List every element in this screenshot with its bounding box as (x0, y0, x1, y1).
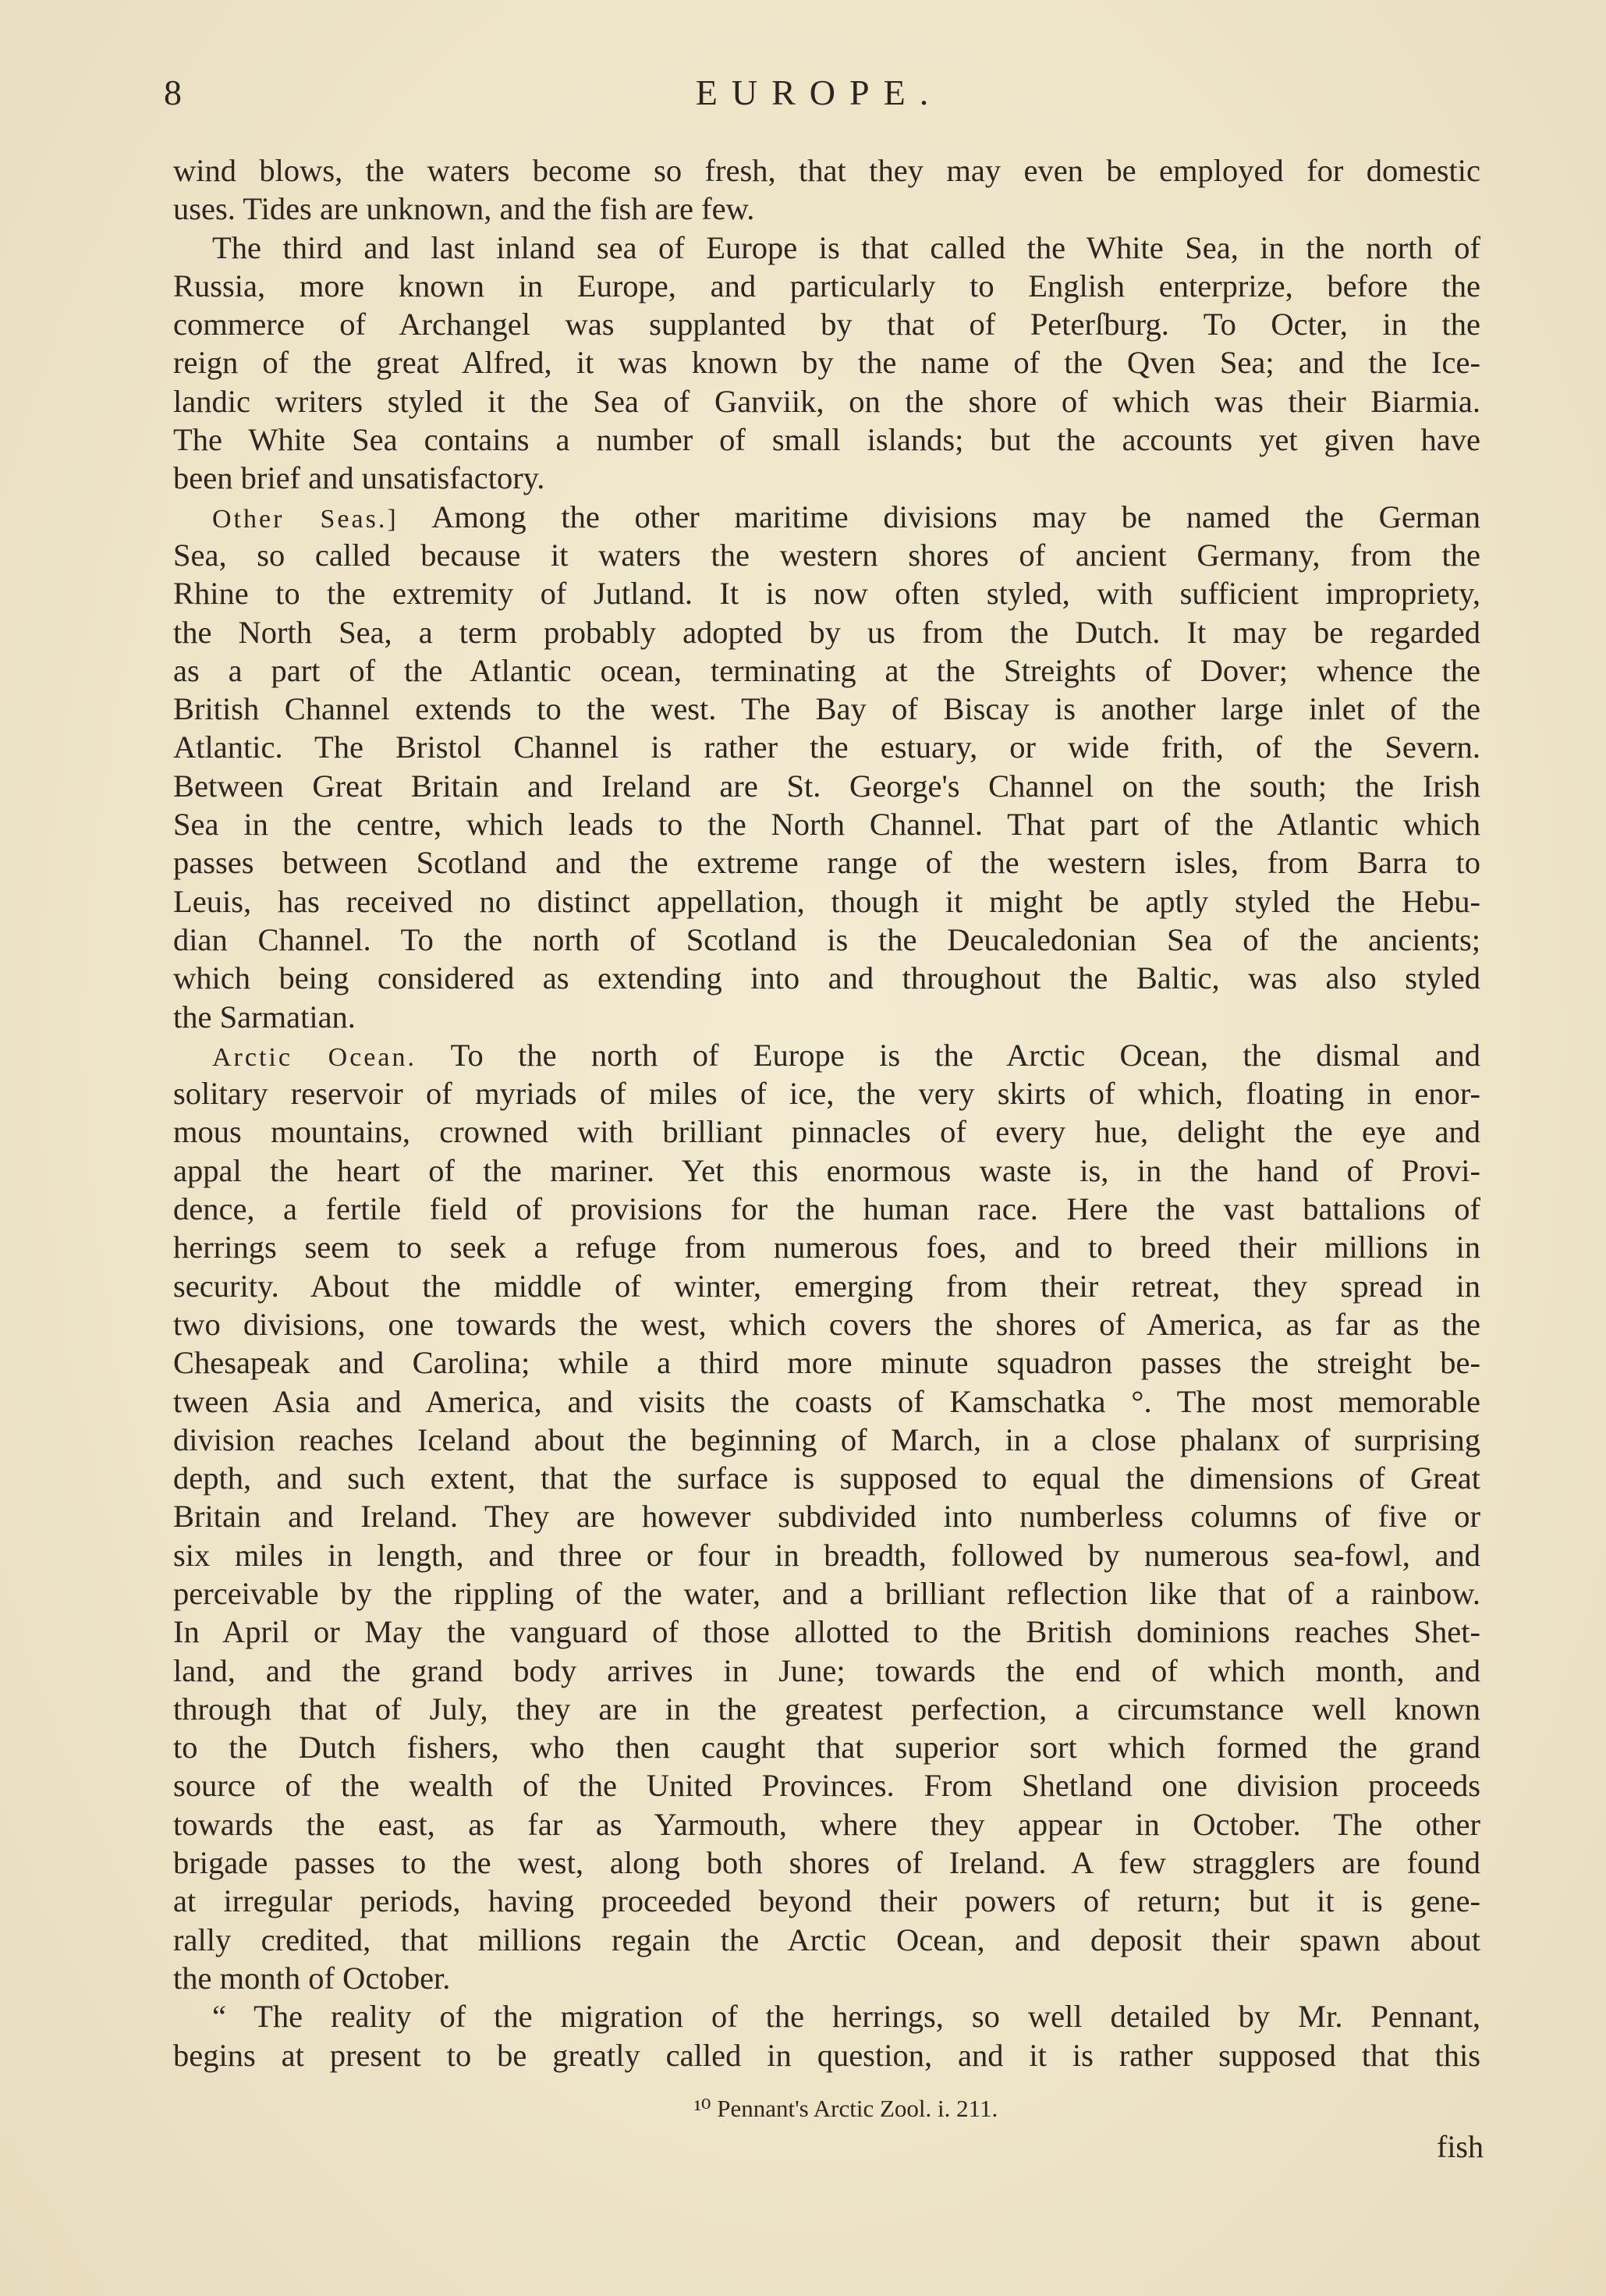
text-line: division reaches Iceland about the beginning of March, in a close phalanx of surprising (173, 1421, 1480, 1457)
text-line: Chesapeak and Carolina; while a third more minute squadron passes the streight be- (173, 1345, 1480, 1381)
text-line: Sea in the centre, which leads to the North Channel. That part of the Atlantic which (173, 807, 1480, 843)
text-line: Between Great Britain and Ireland are St. George's Channel on the south; the Irish (173, 768, 1480, 804)
body-text (173, 151, 1480, 2074)
text-line: depth, and such extent, that the surface is supposed to equal the dimensions of Great (173, 1460, 1480, 1496)
text-line: begins at present to be greatly called in question, and it is rather supposed that this (173, 2037, 1480, 2073)
text-line: Sea, so called because it waters the western shores of ancient Germany, from the (173, 537, 1480, 573)
text-line: security. About the middle of winter, emerging from their retreat, they spread in (173, 1268, 1480, 1304)
text-line: herrings seem to seek a refuge from numerous foes, and to breed their millions in (173, 1230, 1480, 1265)
text-line: been brief and unsatisfactory. (173, 460, 545, 496)
text-line: land, and the grand body arrives in June; towards the end of which month, and (173, 1652, 1480, 1688)
text-line: through that of July, they are in the greatest perfection, a circumstance well known (173, 1691, 1480, 1726)
text-line: reign of the great Alfred, it was known by the name of the Qven Sea; and the Ice- (173, 345, 1480, 381)
text-line: rally credited, that millions regain the Arctic Ocean, and deposit their spawn about (173, 1922, 1480, 1957)
text-line: six miles in length, and three or four in breadth, followed by numerous sea-fowl, and (173, 1537, 1480, 1573)
text-line: wind blows, the waters become so fresh, that they may even be employed for domestic (173, 153, 1480, 188)
page-title: EUROPE. (695, 73, 943, 112)
text-line: Rhine to the extremity of Jutland. It is now often styled, with sufficient impropriety, (173, 576, 1480, 612)
text-line: passes between Scotland and the extreme range of the western isles, from Barra to (173, 845, 1480, 881)
text-line: the month of October. (173, 1960, 451, 1996)
text-line: Leuis, has received no distinct appellation, though it might be aptly styled the Hebu- (173, 883, 1480, 919)
text-line: tween Asia and America, and visits the coasts of Kamschatka °. The most memorable (173, 1383, 1480, 1419)
text-line: brigade passes to the west, along both shores of Ireland. A few stragglers are found (173, 1845, 1480, 1881)
paragraph-start-quotation: “ The reality of the migration of the herrings, so well detailed by Mr. Pennant, (212, 1999, 1480, 2035)
paragraph-start-other-seas (173, 498, 1480, 536)
text-line: as a part of the Atlantic ocean, terminating at the Streights of Dover; whence the (173, 652, 1480, 688)
page-number: 8 (164, 73, 182, 112)
side-head-other-seas: Other Seas.] (212, 504, 399, 534)
text-line: towards the east, as far as Yarmouth, where they appear in October. The other (173, 1806, 1480, 1842)
text-line: dence, a fertile field of provisions for the human race. Here the vast battalions of (173, 1191, 1480, 1227)
footnote: ¹⁰ Pennant's Arctic Zool. i. 211. (693, 2095, 998, 2122)
text-line: Britain and Ireland. They are however subdivided into numberless columns of five or (173, 1499, 1480, 1535)
text-line: commerce of Archangel was supplanted by that of Peterſburg. To Octer, in the (173, 307, 1480, 342)
text-line: To the north of Europe is the Arctic Ocean, the dismal and (450, 1037, 1480, 1073)
text-line: perceivable by the rippling of the water, and a brilliant reflection like that of a rainbow. (173, 1575, 1480, 1611)
text-line: the North Sea, a term probably adopted by us from the Dutch. It may be regarded (173, 614, 1480, 650)
text-line: the Sarmatian. (173, 999, 356, 1034)
running-head (164, 72, 1474, 119)
text-line: appal the heart of the mariner. Yet this enormous waste is, in the hand of Provi- (173, 1152, 1480, 1188)
text-line: solitary reservoir of myriads of miles of ice, the very skirts of which, floating in enor- (173, 1076, 1480, 1112)
text-line: In April or May the vanguard of those allotted to the British dominions reaches Shet- (173, 1614, 1480, 1650)
text-line: uses. Tides are unknown, and the fish are few. (173, 191, 755, 227)
text-line: at irregular periods, having proceeded beyond their powers of return; but it is gene- (173, 1883, 1480, 1919)
paragraph-start-white-sea: The third and last inland sea of Europe is that called the White Sea, in the north of (212, 229, 1480, 265)
text-line: to the Dutch fishers, who then caught that superior sort which formed the grand (173, 1730, 1480, 1765)
catchword: fish (1437, 2129, 1484, 2164)
text-line: Atlantic. The Bristol Channel is rather the estuary, or wide frith, of the Severn. (173, 729, 1480, 765)
text-line: two divisions, one towards the west, which covers the shores of America, as far as the (173, 1306, 1480, 1342)
text-line: mous mountains, crowned with brilliant pinnacles of every hue, delight the eye and (173, 1114, 1480, 1150)
text-line: Among the other maritime divisions may be named the German (431, 499, 1481, 534)
text-line: which being considered as extending into and throughout the Baltic, was also styled (173, 960, 1480, 996)
text-line: source of the wealth of the United Provinces. From Shetland one division proceeds (173, 1768, 1480, 1804)
text-line: British Channel extends to the west. The Bay of Biscay is another large inlet of the (173, 691, 1480, 727)
text-line: landic writers styled it the Sea of Ganviik, on the shore of which was their Biarmia. (173, 383, 1480, 419)
text-line: dian Channel. To the north of Scotland is the Deucaledonian Sea of the ancients; (173, 921, 1480, 957)
side-head-arctic-ocean: Arctic Ocean. (212, 1042, 417, 1072)
text-line: The White Sea contains a number of small islands; but the accounts yet given have (173, 422, 1480, 458)
paragraph-start-arctic-ocean (173, 1036, 1480, 1074)
text-line: Russia, more known in Europe, and particularly to English enterprize, before the (173, 268, 1480, 303)
